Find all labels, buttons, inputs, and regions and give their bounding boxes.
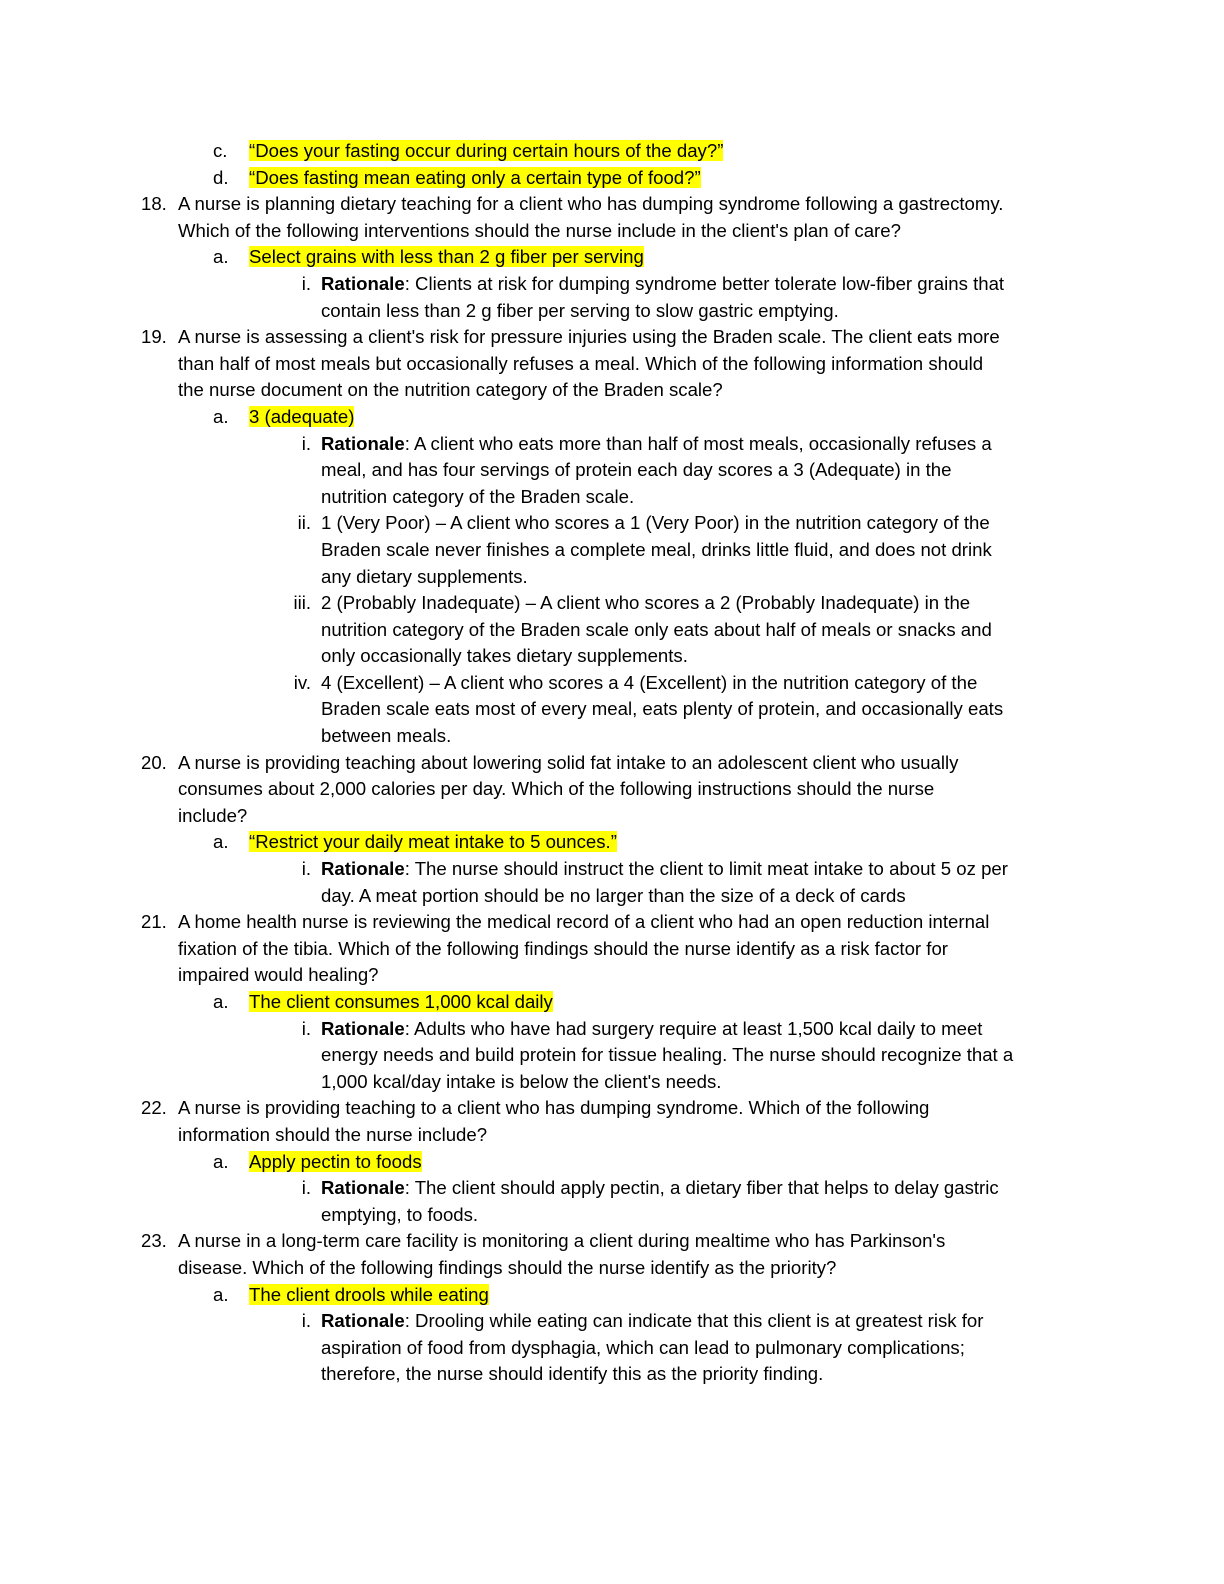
line-text: [321, 431, 992, 458]
line-text: [178, 1255, 836, 1282]
rationale-continuation: [0, 1335, 1224, 1362]
line-text: [178, 377, 723, 404]
line-text: [178, 218, 901, 245]
text-run: 1,000 kcal/day intake is below the client's needs.: [321, 1070, 722, 1092]
text-run: : A client who eats more than half of most meals, occasionally refuses a: [404, 432, 992, 454]
line-text: [321, 1069, 721, 1096]
text-run: A home health nurse is reviewing the medical record of a client who had an open reduction internal: [178, 911, 990, 933]
list-marker: a.: [213, 1283, 229, 1305]
answer-line: [0, 165, 1224, 192]
answer-line: [0, 244, 1224, 271]
rationale-continuation: [0, 643, 1224, 670]
text-run: nutrition category of the Braden scale only eats about half of meals or snacks and: [321, 618, 992, 640]
line-text: [321, 696, 1003, 723]
text-run: disease. Which of the following findings should the nurse identify as the priority?: [178, 1256, 837, 1278]
list-marker: 23.: [141, 1230, 167, 1252]
answer-line: [0, 829, 1224, 856]
line-text: [321, 883, 906, 910]
list-marker: 21.: [141, 911, 167, 933]
text-run: A nurse in a long-term care facility is monitoring a client during mealtime who has Parkinson's: [178, 1230, 946, 1252]
line-text: [321, 1202, 478, 1229]
question-line: [0, 1095, 1224, 1122]
list-marker: i.: [301, 1310, 311, 1332]
text-run: A nurse is providing teaching about lowering solid fat intake to an adolescent client who usually: [178, 751, 959, 773]
text-run: 1 (Very Poor) – A client who scores a 1 (Very Poor) in the nutrition category of the: [321, 512, 990, 534]
list-marker: iii.: [293, 592, 311, 614]
list-marker: ii.: [297, 512, 311, 534]
line-text: [249, 1282, 489, 1309]
text-run: : Adults who have had surgery require at least 1,500 kcal daily to meet: [404, 1017, 983, 1039]
text-run: information should the nurse include?: [178, 1123, 488, 1145]
line-text: [321, 670, 977, 697]
highlighted-answer: “Does fasting mean eating only a certain type of food?”: [249, 166, 701, 188]
list-marker: 22.: [141, 1097, 167, 1119]
text-run: : Drooling while eating can indicate that this client is at greatest risk for: [404, 1310, 984, 1332]
rationale-continuation: [0, 457, 1224, 484]
line-text: [178, 776, 934, 803]
line-text: [178, 909, 989, 936]
list-marker: a.: [213, 405, 229, 427]
line-text: [321, 564, 528, 591]
highlighted-answer: 3 (adequate): [249, 405, 355, 427]
line-text: [321, 1016, 982, 1043]
rationale-line: [0, 510, 1224, 537]
text-run: day. A meat portion should be no larger than the size of a deck of cards: [321, 884, 906, 906]
rationale-line: [0, 1016, 1224, 1043]
list-marker: a.: [213, 991, 229, 1012]
line-text: [178, 750, 958, 777]
text-run: 4 (Excellent) – A client who scores a 4 (Excellent) in the nutrition category of the: [321, 671, 978, 693]
rationale-line: [0, 271, 1224, 298]
line-text: [321, 723, 451, 750]
rationale-label: Rationale: [321, 272, 405, 294]
line-text: [249, 989, 553, 1016]
text-run: any dietary supplements.: [321, 565, 528, 587]
list-marker: a.: [213, 1150, 229, 1172]
question-line: [0, 1228, 1224, 1255]
line-text: [178, 803, 247, 830]
text-run: : The nurse should instruct the client to limit meat intake to about 5 oz per: [404, 858, 1008, 880]
line-text: [321, 298, 839, 325]
list-marker: i.: [301, 272, 311, 294]
document-page: [0, 138, 1224, 1388]
line-text: [321, 1361, 823, 1388]
text-run: energy needs and build protein for tissue healing. The nurse should recognize that a: [321, 1044, 1014, 1066]
line-text: [178, 351, 983, 378]
line-text: [321, 1042, 1013, 1069]
text-run: emptying, to foods.: [321, 1203, 479, 1225]
question-continuation: [0, 776, 1224, 803]
text-run: include?: [178, 804, 248, 826]
rationale-continuation: [0, 537, 1224, 564]
line-text: [321, 1335, 965, 1362]
question-continuation: [0, 351, 1224, 378]
text-run: A nurse is providing teaching to a client who has dumping syndrome. Which of the following: [178, 1097, 930, 1119]
list-marker: d.: [213, 166, 229, 188]
highlighted-answer: The client drools while eating: [249, 1283, 489, 1305]
line-text: [321, 1175, 999, 1202]
rationale-line: [0, 431, 1224, 458]
question-continuation: [0, 218, 1224, 245]
question-continuation: [0, 803, 1224, 830]
line-text: [249, 138, 723, 165]
line-text: [249, 1149, 422, 1176]
rationale-continuation: [0, 723, 1224, 750]
line-text: [321, 856, 1008, 883]
highlighted-answer: Apply pectin to foods: [249, 1150, 422, 1172]
text-run: nutrition category of the Braden scale.: [321, 485, 635, 507]
rationale-continuation: [0, 1042, 1224, 1069]
question-line: [0, 909, 1224, 936]
list-marker: i.: [301, 1177, 311, 1199]
text-run: therefore, the nurse should identify this as the priority finding.: [321, 1363, 824, 1385]
rationale-line: [0, 1308, 1224, 1335]
answer-line: [0, 138, 1224, 165]
rationale-label: Rationale: [321, 432, 405, 454]
line-text: [249, 404, 354, 431]
line-text: [321, 537, 992, 564]
list-marker: c.: [213, 140, 228, 161]
question-line: [0, 324, 1224, 351]
text-run: impaired would healing?: [178, 964, 379, 986]
rationale-label: Rationale: [321, 858, 405, 880]
text-run: Braden scale eats most of every meal, eats plenty of protein, and occasionally eats: [321, 698, 1004, 720]
answer-line: [0, 1149, 1224, 1176]
highlighted-answer: “Restrict your daily meat intake to 5 ounces.”: [249, 831, 617, 853]
question-continuation: [0, 377, 1224, 404]
text-run: A nurse is planning dietary teaching for a client who has dumping syndrome following a gastrectomy.: [178, 193, 1004, 215]
rationale-label: Rationale: [321, 1310, 405, 1332]
list-marker: i.: [301, 432, 311, 454]
line-text: [178, 191, 1003, 218]
list-marker: a.: [213, 831, 229, 853]
rationale-line: [0, 856, 1224, 883]
text-run: meal, and has four servings of protein each day scores a 3 (Adequate) in the: [321, 459, 952, 481]
text-run: contain less than 2 g fiber per serving to slow gastric emptying.: [321, 299, 839, 321]
list-marker: a.: [213, 246, 229, 268]
rationale-continuation: [0, 298, 1224, 325]
line-text: [321, 457, 952, 484]
list-marker: i.: [301, 1017, 311, 1039]
text-run: A nurse is assessing a client's risk for pressure injuries using the Braden scale. The client eats more: [178, 326, 1000, 348]
rationale-continuation: [0, 883, 1224, 910]
line-text: [249, 829, 617, 856]
text-run: than half of most meals but occasionally refuses a meal. Which of the following information should: [178, 352, 984, 374]
line-text: [178, 1095, 929, 1122]
text-run: fixation of the tibia. Which of the following findings should the nurse identify as a risk factor for: [178, 937, 948, 959]
text-run: : The client should apply pectin, a dietary fiber that helps to delay gastric: [404, 1177, 999, 1199]
line-text: [178, 1228, 945, 1255]
highlighted-answer: The client consumes 1,000 kcal daily: [249, 991, 553, 1012]
text-run: only occasionally takes dietary supplements.: [321, 645, 688, 667]
line-text: [321, 617, 992, 644]
question-continuation: [0, 1122, 1224, 1149]
rationale-label: Rationale: [321, 1177, 405, 1199]
line-text: [321, 510, 990, 537]
rationale-label: Rationale: [321, 1017, 405, 1039]
text-run: consumes about 2,000 calories per day. Which of the following instructions should the nurse: [178, 778, 935, 800]
question-continuation: [0, 1255, 1224, 1282]
line-text: [321, 590, 970, 617]
line-text: [321, 271, 1004, 298]
text-run: the nurse document on the nutrition category of the Braden scale?: [178, 379, 723, 401]
rationale-line: [0, 590, 1224, 617]
question-line: [0, 750, 1224, 777]
highlighted-answer: “Does your fasting occur during certain hours of the day?”: [249, 140, 724, 161]
line-text: [178, 324, 1000, 351]
rationale-continuation: [0, 617, 1224, 644]
line-text: [178, 1122, 487, 1149]
rationale-continuation: [0, 1361, 1224, 1388]
text-run: : Clients at risk for dumping syndrome better tolerate low-fiber grains that: [404, 272, 1005, 294]
line-text: [321, 643, 688, 670]
rationale-line: [0, 1175, 1224, 1202]
line-text: [178, 962, 379, 989]
text-run: 2 (Probably Inadequate) – A client who scores a 2 (Probably Inadequate) in the: [321, 592, 971, 614]
rationale-continuation: [0, 1069, 1224, 1096]
question-continuation: [0, 936, 1224, 963]
question-continuation: [0, 962, 1224, 989]
list-marker: 20.: [141, 751, 167, 773]
text-run: between meals.: [321, 725, 452, 747]
line-text: [321, 484, 634, 511]
rationale-continuation: [0, 1202, 1224, 1229]
rationale-line: [0, 670, 1224, 697]
text-run: aspiration of food from dysphagia, which can lead to pulmonary complications;: [321, 1336, 965, 1358]
answer-line: [0, 404, 1224, 431]
rationale-continuation: [0, 696, 1224, 723]
answer-line: [0, 989, 1224, 1016]
question-line: [0, 191, 1224, 218]
list-marker: 18.: [141, 193, 167, 215]
text-run: Braden scale never finishes a complete meal, drinks little fluid, and does not drink: [321, 538, 992, 560]
line-text: [178, 936, 948, 963]
highlighted-answer: Select grains with less than 2 g fiber per serving: [249, 246, 644, 268]
list-marker: i.: [301, 858, 311, 880]
line-text: [321, 1308, 983, 1335]
line-text: [249, 165, 701, 192]
answer-line: [0, 1282, 1224, 1309]
text-run: Which of the following interventions should the nurse include in the client's plan of care?: [178, 219, 901, 241]
rationale-continuation: [0, 564, 1224, 591]
rationale-continuation: [0, 484, 1224, 511]
line-text: [249, 244, 644, 271]
list-marker: 19.: [141, 326, 167, 348]
list-marker: iv.: [293, 671, 311, 693]
